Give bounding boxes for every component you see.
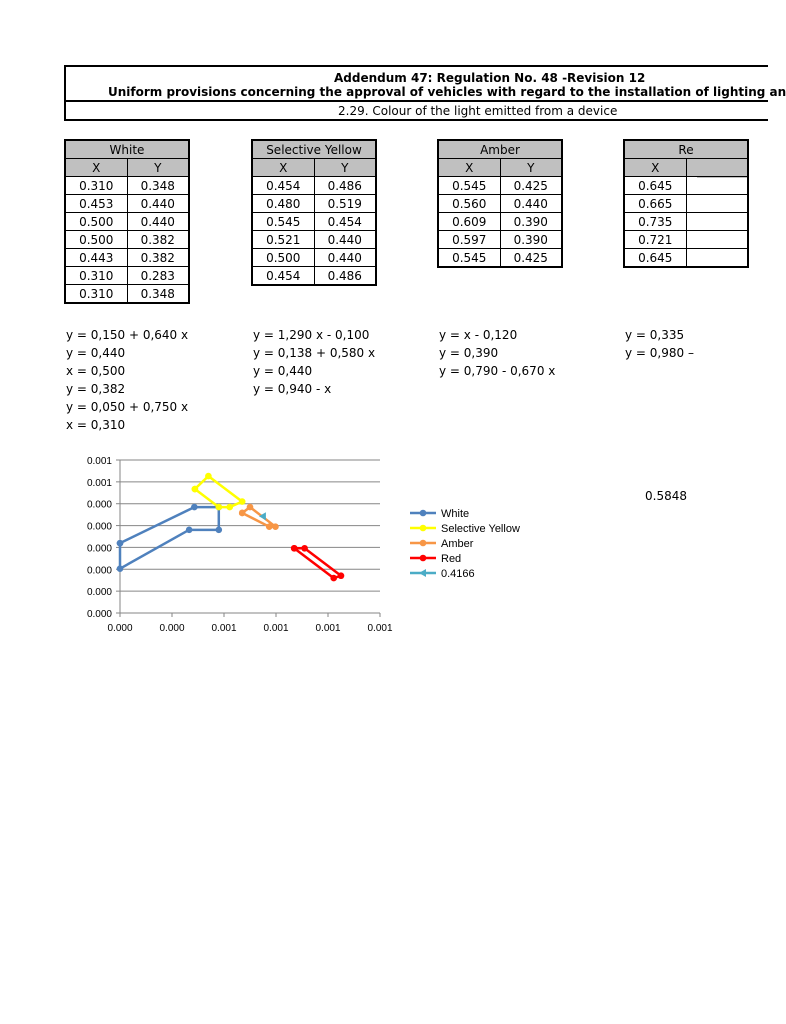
column-header: X [438,159,500,177]
table-row [252,177,376,195]
data-point [330,575,337,582]
table-cell: 0.310 [65,267,127,285]
amber-equations [439,326,555,380]
legend-label: White [441,508,470,520]
data-point [301,545,308,552]
red-equations [625,326,694,362]
table-cell: 0.310 [65,177,127,195]
y-tick-label: 0.000 [86,587,112,599]
series-line [294,548,341,578]
table-cell: 0.453 [65,195,127,213]
equation-line: y = 0,440 [253,364,313,378]
table-cell: 0.597 [438,231,500,249]
table-cell: 0.443 [65,249,127,267]
column-header: X [252,159,314,177]
table-cell: 0.348 [127,285,189,304]
table-row [438,213,562,231]
data-point [216,527,223,534]
data-point [239,510,246,517]
equation-line: y = 0,790 - 0,670 x [439,364,556,378]
x-tick-label: 0.000 [159,623,185,634]
table-row [65,231,189,249]
equation-line: y = 0,335 [625,328,685,342]
table-row [252,249,376,267]
table-row [624,213,748,231]
data-point [239,498,246,505]
table-title: Amber [438,140,562,159]
header-box [64,65,786,121]
series-line [120,507,219,569]
table-cell: 0.735 [624,213,686,231]
table-cell: 0.390 [500,231,562,249]
red-equations-clip [625,326,694,366]
table-cell: 0.454 [252,177,314,195]
table-cell: 0.645 [624,249,686,268]
data-point [266,523,273,530]
x-tick-label: 0.001 [263,623,289,634]
table-cell: 0.500 [65,213,127,231]
data-point [338,572,345,579]
legend-marker [419,569,426,577]
equation-line: y = 0,150 + 0,640 x [66,328,189,342]
table-row [624,195,748,213]
y-tick-label: 0.001 [86,477,112,489]
section-title: 2.29. Colour of the light emitted from a device [338,104,618,118]
chromaticity-chart [60,450,540,640]
table-cell: 0.440 [314,231,376,249]
selective-yellow-table [251,139,377,286]
table-cell: 0.500 [65,231,127,249]
table-cell: 0.283 [127,267,189,285]
table-cell: 0.480 [252,195,314,213]
table-row [624,177,748,195]
table-cell: 0.721 [624,231,686,249]
equation-line: y = x - 0,120 [439,328,518,342]
table-cell: 0.486 [314,177,376,195]
table-row [65,195,189,213]
table-cell: 0.545 [252,213,314,231]
table-cell: 0.645 [624,177,686,195]
legend-marker [420,540,427,547]
data-point [192,486,199,493]
y-tick-label: 0.000 [86,609,112,620]
legend-marker [420,510,427,517]
selective-yellow-equations [253,326,375,398]
table-row [252,231,376,249]
table-cell: 0.440 [314,249,376,267]
page-title: Addendum 47: Regulation No. 48 -Revision 12 [334,71,646,85]
legend-label: Selective Yellow [441,523,520,535]
table-row [65,267,189,285]
data-point [205,473,212,480]
table-cell: 0.454 [252,267,314,286]
red-table-clip [623,139,694,279]
x-tick-label: 0.000 [107,623,133,634]
table-cell: 0.440 [127,213,189,231]
equation-line: y = 0,138 + 0,580 x [253,346,376,360]
column-header: X [65,159,127,177]
table-cell: 0.560 [438,195,500,213]
equation-line: x = 0,500 [66,364,126,378]
page-subtitle: Uniform provisions concerning the approval of vehicles with regard to the installation of lighting an [108,85,786,99]
table-cell: 0.310 [65,285,127,304]
x-tick-label: 0.001 [367,623,393,634]
table-row [624,231,748,249]
table-row [438,249,562,268]
data-point [186,527,193,534]
x-tick-label: 0.001 [315,623,341,634]
equation-line: y = 0,980 – [625,346,694,360]
table-row [65,213,189,231]
table-row [252,213,376,231]
table-cell: 0.486 [314,267,376,286]
y-tick-label: 0.000 [86,499,112,511]
table-row [65,285,189,304]
table-row [624,249,748,268]
legend-marker [420,525,427,532]
column-header [686,159,748,177]
table-cell: 0.500 [252,249,314,267]
column-header: X [624,159,686,177]
y-tick-label: 0.000 [86,565,112,577]
table-cell [686,177,748,195]
table-cell: 0.440 [500,195,562,213]
y-tick-label: 0.000 [86,543,112,555]
table-cell: 0.665 [624,195,686,213]
equation-line: y = 0,940 - x [253,382,332,396]
value-cell: 0.5848 [645,489,687,503]
legend-marker [420,555,427,562]
amber-table [437,139,563,268]
header-title-row [66,67,786,102]
table-row [65,249,189,267]
x-tick-label: 0.001 [211,623,237,634]
y-tick-label: 0.001 [86,456,112,467]
equation-line: y = 0,382 [66,382,126,396]
table-cell: 0.382 [127,231,189,249]
table-cell [686,249,748,268]
table-row [252,267,376,286]
data-point [117,565,124,572]
table-title: Re [624,140,748,159]
equation-line: y = 1,290 x - 0,100 [253,328,370,342]
column-header: Y [127,159,189,177]
table-cell [686,195,748,213]
table-cell: 0.348 [127,177,189,195]
table-cell: 0.454 [314,213,376,231]
data-point [272,523,279,530]
legend-label: 0.4166 [441,568,475,580]
table-row [438,231,562,249]
legend-label: Amber [441,538,474,550]
white-table [64,139,190,304]
table-row [65,177,189,195]
table-row [252,195,376,213]
table-cell: 0.545 [438,177,500,195]
data-point [191,504,198,511]
table-cell [686,231,748,249]
table-cell [686,213,748,231]
table-cell: 0.519 [314,195,376,213]
table-row [438,195,562,213]
table-cell: 0.609 [438,213,500,231]
equation-line: y = 0,440 [66,346,126,360]
equation-line: x = 0,310 [66,418,126,432]
equation-line: y = 0,050 + 0,750 x [66,400,189,414]
y-tick-label: 0.000 [86,521,112,533]
data-point [247,504,254,511]
red-table [623,139,749,268]
series-line [195,476,242,507]
data-point [117,540,124,547]
column-header: Y [314,159,376,177]
table-title: White [65,140,189,159]
table-cell: 0.382 [127,249,189,267]
table-row [438,177,562,195]
table-cell: 0.545 [438,249,500,268]
table-cell: 0.425 [500,177,562,195]
table-cell: 0.390 [500,213,562,231]
data-point [291,545,298,552]
table-title: Selective Yellow [252,140,376,159]
column-header: Y [500,159,562,177]
legend-label: Red [441,553,462,565]
data-point [226,504,233,511]
table-cell: 0.425 [500,249,562,268]
data-point [216,504,223,511]
equation-line: y = 0,390 [439,346,499,360]
white-equations [66,326,188,434]
table-cell: 0.440 [127,195,189,213]
table-cell: 0.521 [252,231,314,249]
